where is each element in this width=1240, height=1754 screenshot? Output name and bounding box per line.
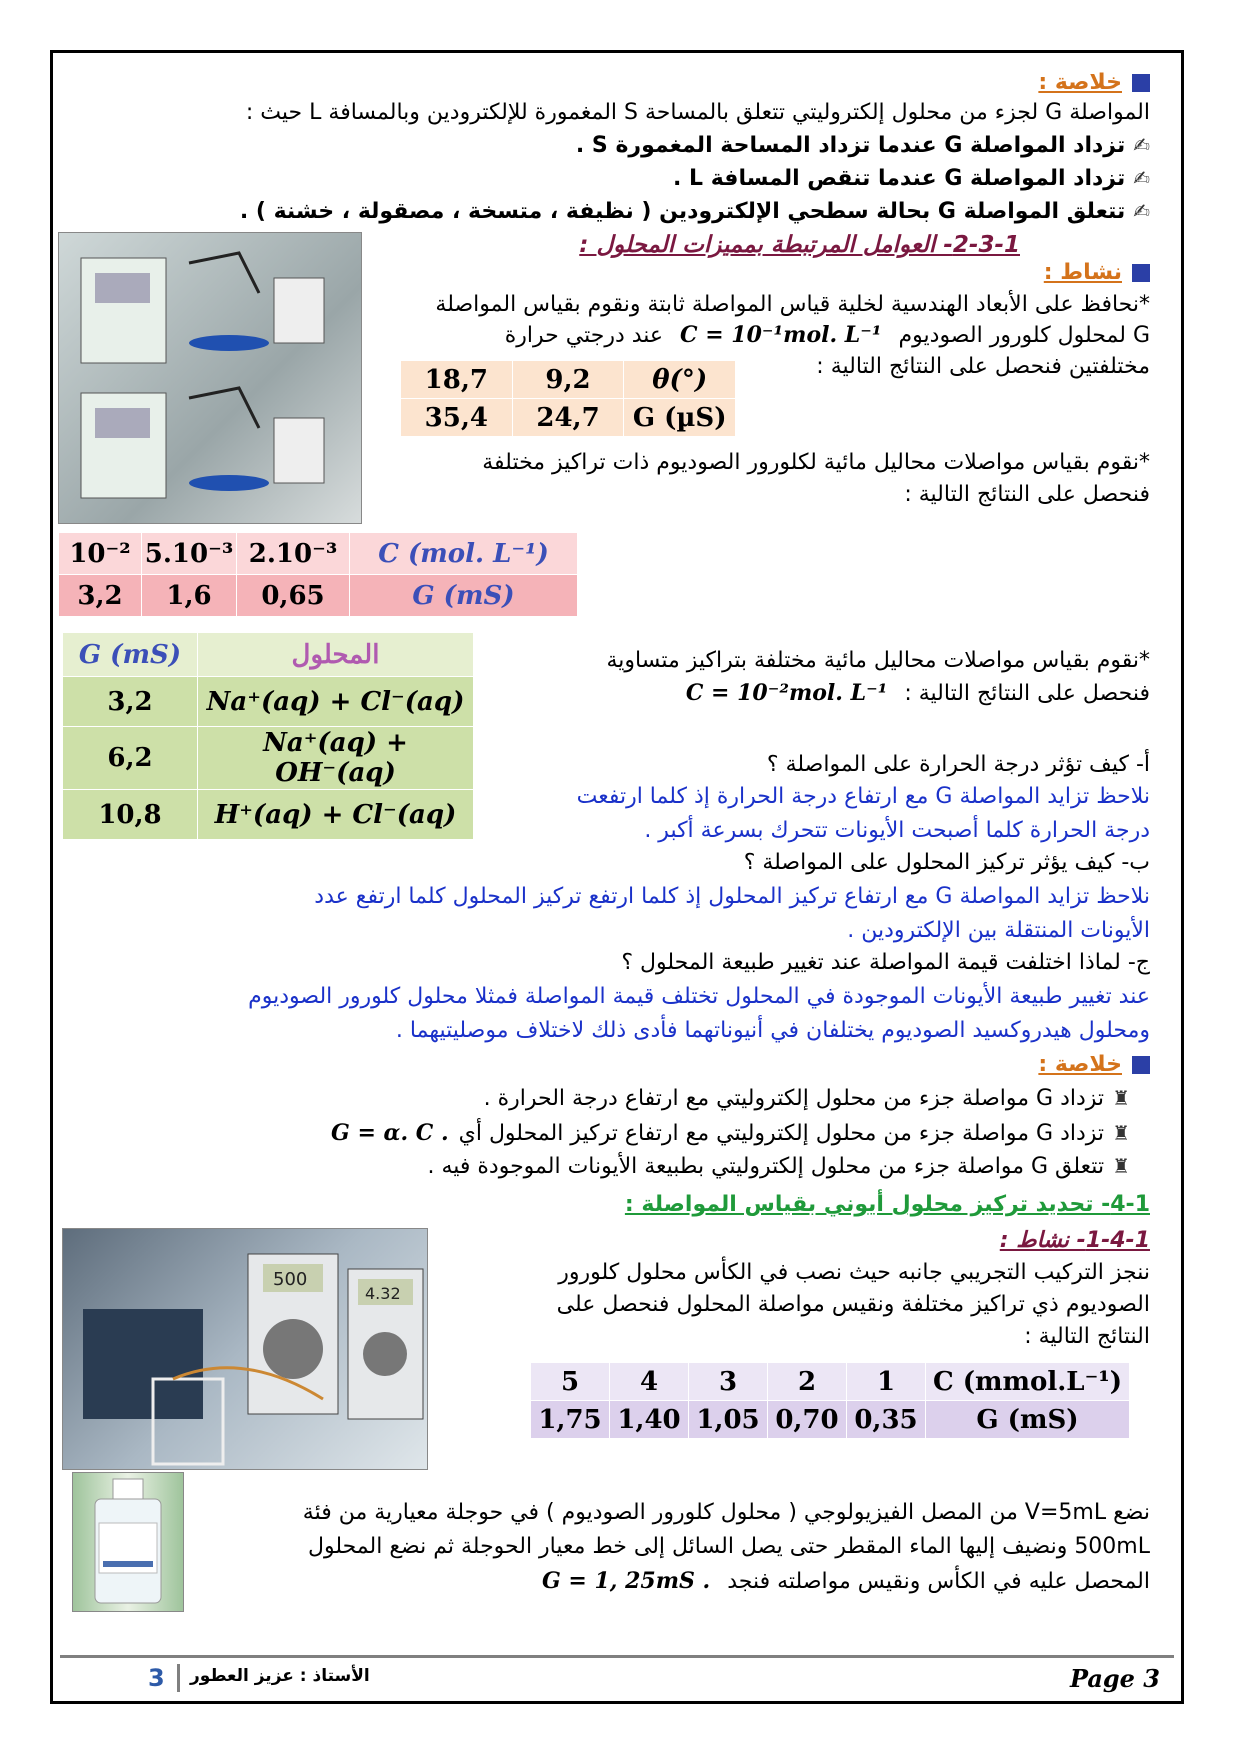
conductimeter-illustration [59,233,361,523]
g-value: 1,75 [531,1401,610,1439]
p3-line-2: فنحصل على النتائج التالية : C = 10⁻²mol. L⁻¹ [685,680,1150,706]
setup-illustration [63,1229,427,1469]
experimental-setup-photo [62,1228,428,1470]
question-b: ب- كيف يؤثر تركيز المحلول على المواصلة ؟ [743,850,1150,875]
c-value: 3 [689,1363,768,1401]
square-bullet-icon [1132,74,1150,92]
page-number: 3 [148,1664,180,1692]
square-bullet-icon [1132,264,1150,282]
serum-line-2: 500mL ونضيف إليها الماء المقطر حتى يصل السائل إلى خط معيار الحوجلة ثم نضع المحلول [307,1534,1150,1559]
g-value: 1,6 [142,575,237,617]
serum-line-1: نضع V=5mL من المصل الفيزيولوجي ( محلول كلورور الصوديوم ) في حوجلة معيارية من فئة [302,1500,1150,1525]
answer-c-2: ومحلول هيدروكسيد الصوديوم يختلفان في أنيوناتهما فأدى ذلك لاختلاف موصليتيهما . [395,1018,1150,1043]
pen-icon: ✍ [1133,166,1150,190]
g-value: 1,05 [689,1401,768,1439]
c-value: 1 [847,1363,926,1401]
answer-a-2: درجة الحرارة كلما أصبحت الأيونات تتحرك بسرعة أكبر . [644,818,1150,843]
theta-header: θ(°) [624,361,736,399]
summary2-item-1: ♜تزداد G مواصلة جزء من محلول إلكتروليتي مع ارتفاع درجة الحرارة . [483,1086,1130,1111]
trophy-icon: ♜ [1112,1086,1130,1110]
summary2-item-2: ♜تزداد G مواصلة جزء من محلول إلكتروليتي مع ارتفاع تركيز المحلول أيG = α. C . [331,1120,1130,1146]
concentration-table [58,532,578,617]
c-header: C (mmol.L⁻¹) [926,1363,1130,1401]
footer-rule [60,1655,1174,1658]
g-value: 3,2 [59,575,142,617]
section-heading-4-1: 4-1- تحديد تركيز محلول أيوني بقياس المواصلة : [624,1192,1150,1217]
activity-line-1: ننجز التركيب التجريبي جانبه حيث نصب في الكأس محلول كلورور [558,1260,1150,1285]
c-value: 2.10⁻³ [237,533,350,575]
solutions-table [62,632,474,840]
solution-formula: Na⁺(aq) + OH⁻(aq) [198,727,474,790]
solution-formula: H⁺(aq) + Cl⁻(aq) [198,790,474,840]
summary1-intro: المواصلة G لجزء من محلول إلكتروليتي تتعلق بالمساحة S المغمورة للإلكترودين وبالمسافة L حيث : [245,100,1150,125]
c-value: 5.10⁻³ [142,533,237,575]
g-header: G (µS) [624,399,736,437]
g-value: 1,40 [610,1401,689,1439]
answer-b-2: الأيونات المنتقلة بين الإلكترودين . [847,918,1150,943]
answer-a-1: نلاحظ تزايد المواصلة G مع ارتفاع درجة الحرارة إذ كلما ارتفعت [576,784,1150,809]
summary1-item-3: ✍تتعلق المواصلة G بحالة سطحي الإلكترودين ( نظيفة ، متسخة ، مصقولة ، خشنة ) . [239,199,1150,224]
bottle-illustration [73,1473,183,1611]
summary1-item-2: ✍تزداد المواصلة G عندما تنقص المسافة L . [672,166,1150,191]
g-value: 24,7 [512,399,624,437]
activity-line-2: الصوديوم ذي تراكيز مختلفة ونقيس مواصلة المحلول فنحصل على [556,1292,1150,1317]
summary2-item-3: ♜تتعلق G مواصلة جزء من محلول إلكتروليتي بطبيعة الأيونات الموجودة فيه . [427,1154,1130,1179]
g-header: G (mS) [63,633,198,677]
trophy-icon: ♜ [1112,1154,1130,1178]
pen-icon: ✍ [1133,133,1150,157]
solution-formula: Na⁺(aq) + Cl⁻(aq) [198,677,474,727]
g-value: 10,8 [63,790,198,840]
summary2-title-row: خلاصة : [1038,1052,1150,1077]
summary1-title: خلاصة : [1038,70,1122,95]
activity-line-3: النتائج التالية : [1024,1324,1150,1349]
g-value: 6,2 [63,727,198,790]
p2-line-2: فنحصل على النتائج التالية : [904,482,1150,507]
question-c: ج- لماذا اختلفت قيمة المواصلة عند تغيير طبيعة المحلول ؟ [621,950,1150,975]
trophy-icon: ♜ [1112,1121,1130,1145]
theta-value: 9,2 [512,361,624,399]
g-value: 3,2 [63,677,198,727]
c-value: 4 [610,1363,689,1401]
p1-line-1: *نحافظ على الأبعاد الهندسية لخلية قياس المواصلة ثابتة ونقوم بقياس المواصلة [435,292,1150,317]
theta-value: 18,7 [401,361,513,399]
answer-c-1: عند تغيير طبيعة الأيونات الموجودة في المحلول تختلف قيمة المواصلة فمثلا محلول كلورور الصوديوم [248,984,1150,1009]
mmol-table [530,1362,1130,1439]
g-header: G (mS) [926,1401,1130,1439]
c-value: 2 [768,1363,847,1401]
activity-heading-1-4-1: 1-4-1- نشاط : [999,1228,1150,1253]
meter-reading-top: 500 [273,1269,308,1290]
p2-line-1: *نقوم بقياس مواصلات محاليل مائية لكلورور الصوديوم ذات تراكيز مختلفة [482,450,1150,475]
temperature-table [400,360,736,437]
c-value: 5 [531,1363,610,1401]
g-value: 0,35 [847,1401,926,1439]
p1-line-2: G لمحلول كلورور الصوديوم C = 10⁻¹mol. L⁻¹ عند درجتي حرارة [504,322,1150,348]
question-a: أ- كيف تؤثر درجة الحرارة على المواصلة ؟ [766,752,1150,777]
p1-line-3: مختلفتين فنحصل على النتائج التالية : [816,354,1150,379]
g-header: G (mS) [350,575,578,617]
g-value: 35,4 [401,399,513,437]
c-header: C (mol. L⁻¹) [350,533,578,575]
c-value: 10⁻² [59,533,142,575]
answer-b-1: نلاحظ تزايد المواصلة G مع ارتفاع تركيز المحلول إذ كلما ارتفع تركيز المحلول كلما ارتفع عدد [314,884,1150,909]
conductimeter-photo [58,232,362,524]
teacher-name: الأستاذ : عزيز العطور [190,1666,370,1686]
g-value: 0,65 [237,575,350,617]
g-value: 0,70 [768,1401,847,1439]
section-heading-2-3-1: 2-3-1- العوامل المرتبطة بمميزات المحلول : [579,232,1020,258]
pen-icon: ✍ [1133,199,1150,223]
square-bullet-icon [1132,1056,1150,1074]
solution-header: المحلول [198,633,474,677]
summary1-title-row [1038,70,1150,95]
serum-line-3: المحصل عليه في الكأس ونقيس مواصلته فنجد G = 1, 25mS . [541,1568,1150,1594]
page-label: Page 3 [1069,1664,1160,1693]
meter-reading-bottom: 4.32 [365,1284,401,1303]
activity-title-row: نشاط : [1044,260,1150,285]
p3-line-1: *نقوم بقياس مواصلات محاليل مائية مختلفة بتراكيز متساوية [606,648,1150,673]
summary1-item-1: ✍تزداد المواصلة G عندما تزداد المساحة المغمورة S . [575,133,1150,158]
serum-bottle-photo [72,1472,184,1612]
